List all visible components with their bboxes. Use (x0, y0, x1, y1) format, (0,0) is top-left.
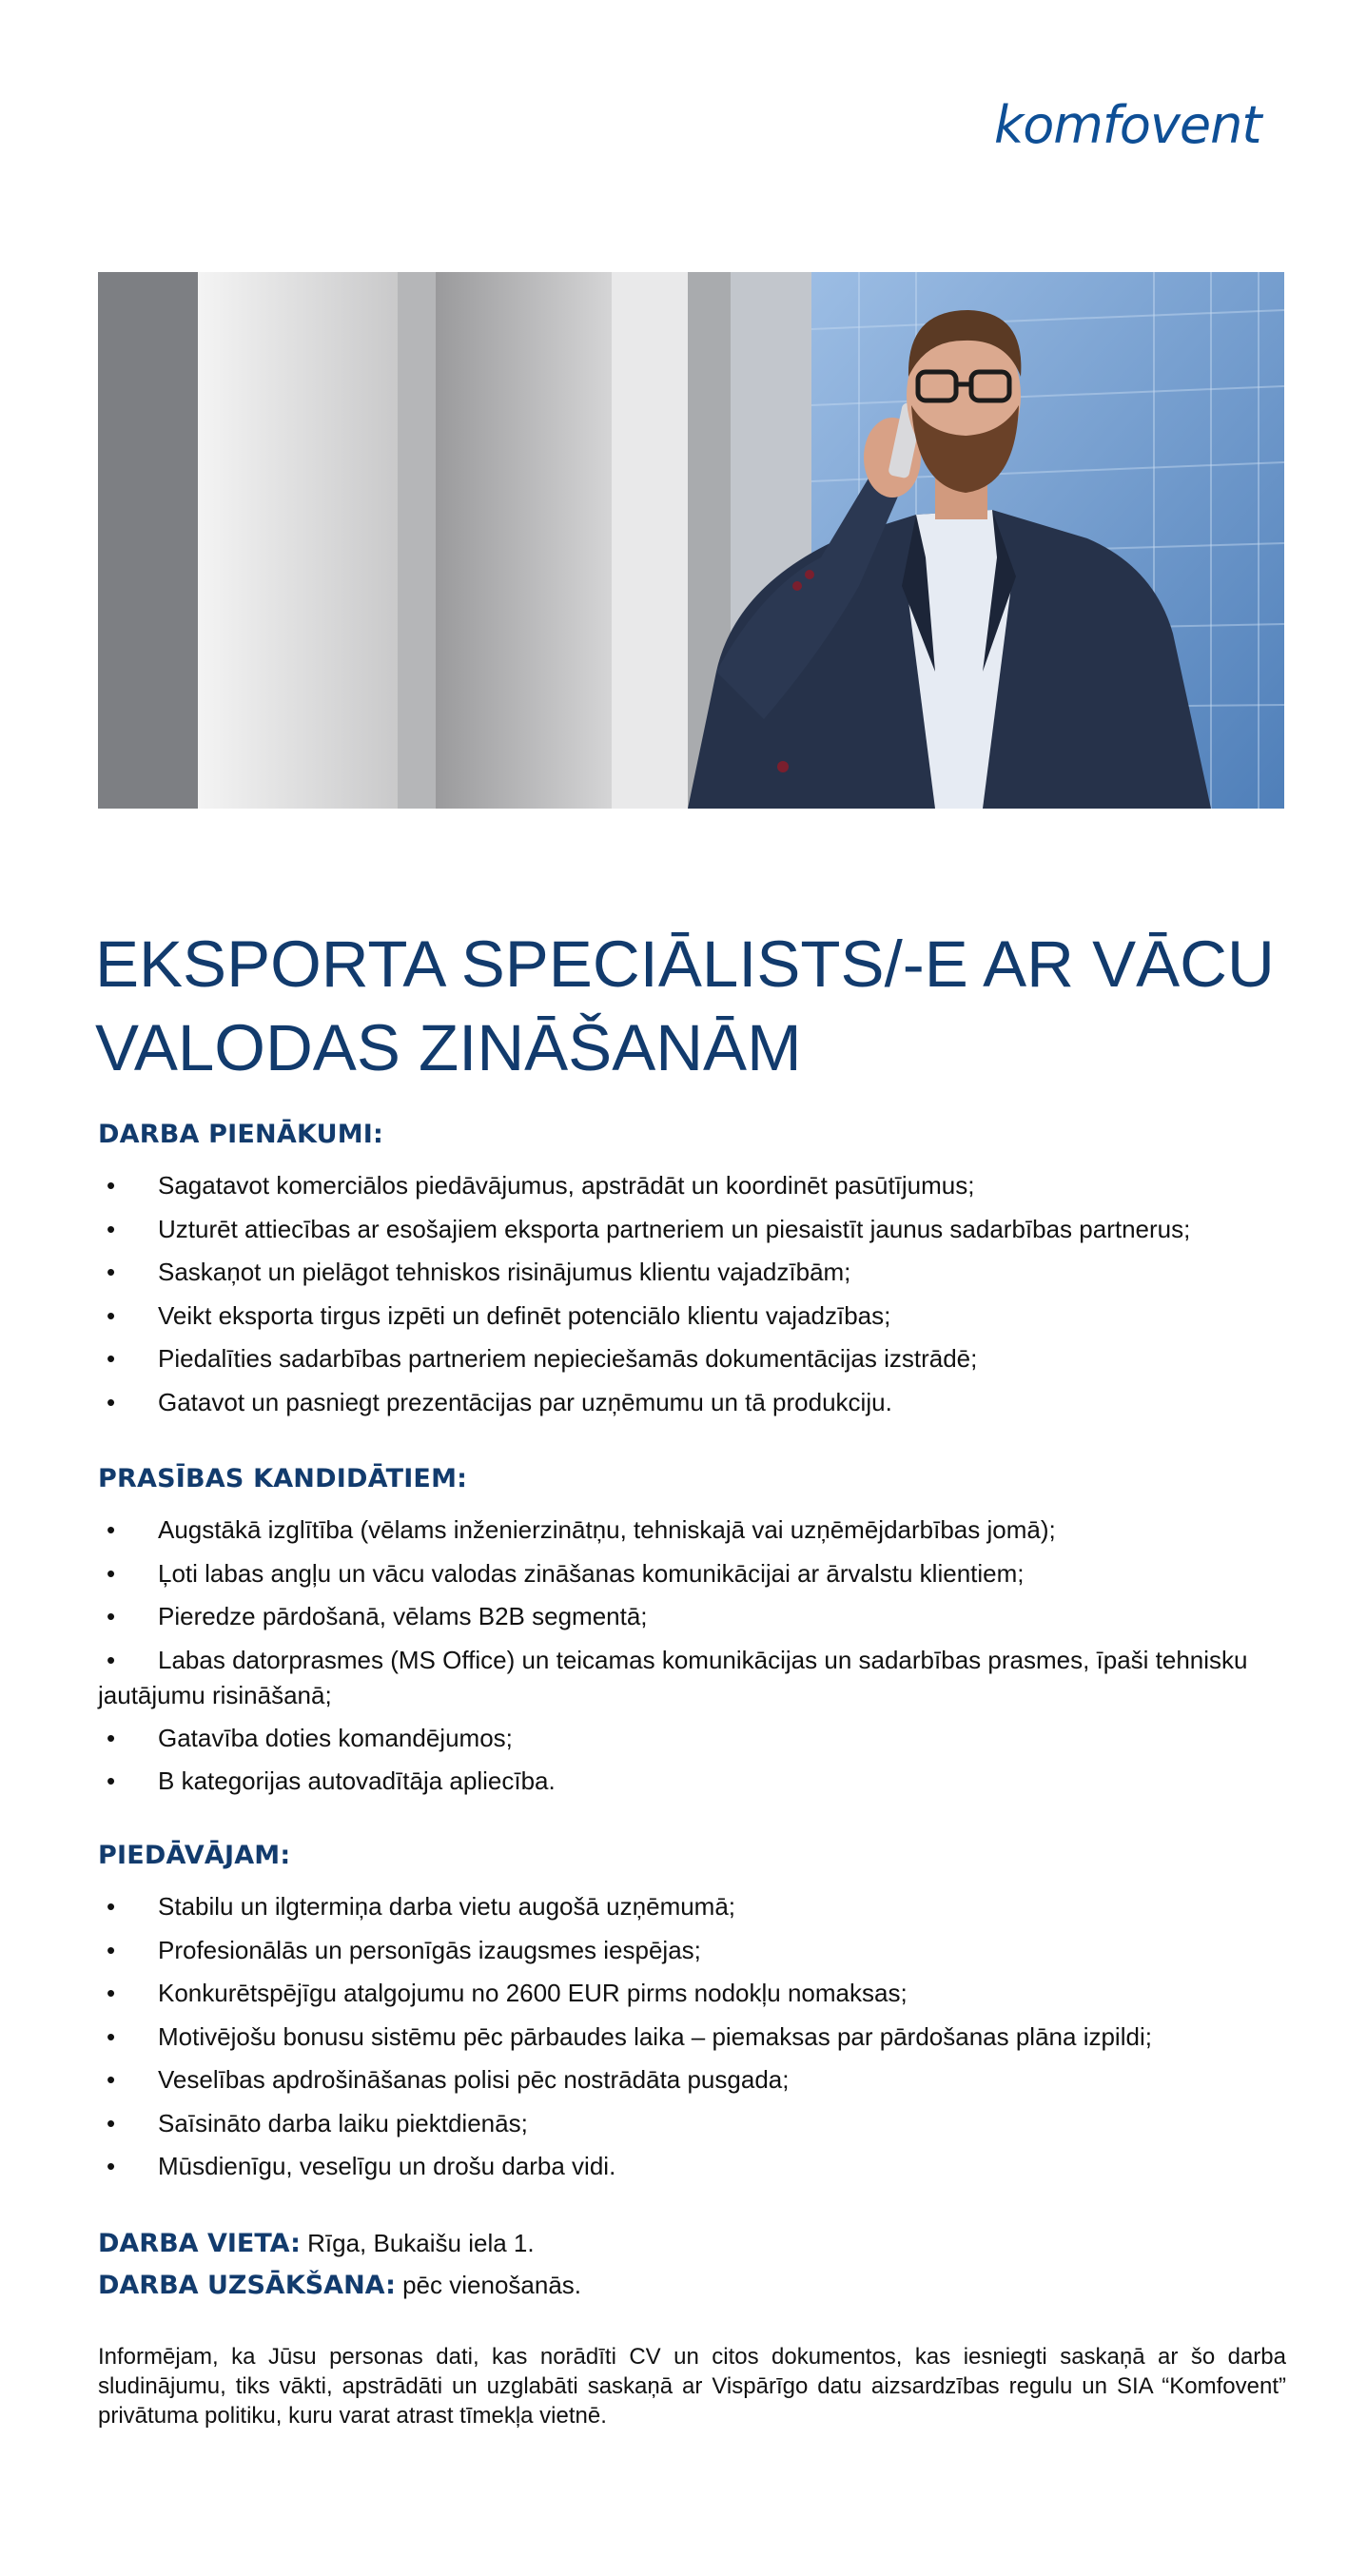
work-start-label: DARBA UZSĀKŠANA: (98, 2271, 396, 2300)
list-item-text: B kategorijas autovadītāja apliecība. (158, 1766, 556, 1795)
list-item-text: Augstākā izglītība (vēlams inženierzinātņu, tehniskajā vai uzņēmējdarbības jomā); (158, 1515, 1056, 1544)
bullet: • (107, 1979, 116, 2007)
bullet: • (107, 1300, 116, 1330)
list-item (98, 1595, 1287, 1639)
list-item-text: Labas datorprasmes (MS Office) un teicamas komunikācijas un sadarbības prasmes, īpaši tehnisku jautājumu risināšanā; (98, 1645, 1248, 1709)
bullet: • (107, 1214, 116, 1243)
list-item-text: Veikt eksporta tirgus izpēti un definēt potenciālo klientu vajadzības; (158, 1300, 891, 1330)
list-item-text: Veselības apdrošināšanas polisi pēc nostrādāta pusgada; (158, 2065, 790, 2094)
offer-heading: PIEDĀVĀJAM: (98, 1841, 291, 1870)
bullet: • (107, 1558, 116, 1588)
offer-list (98, 1885, 1287, 2189)
hero-photo (98, 272, 1284, 809)
requirements-section (98, 1464, 1287, 1804)
list-item (98, 2016, 1287, 2059)
requirements-heading: PRASĪBAS KANDIDĀTIEM: (98, 1464, 468, 1493)
list-item-text: Sagatavot komerciālos piedāvājumus, apstrādāt un koordinēt pasūtījumus; (158, 1171, 975, 1200)
list-item (98, 1760, 1287, 1804)
title-line-1: EKSPORTA SPECIĀLISTS/-E AR VĀCU (95, 927, 1275, 1001)
list-item (98, 1208, 1287, 1252)
list-item-text: Profesionālās un personīgās izaugsmes iespējas; (158, 1935, 701, 1964)
work-start (98, 2271, 581, 2300)
bullet: • (107, 1935, 116, 1964)
list-item (98, 1164, 1287, 1208)
bullet: • (107, 2108, 116, 2137)
list-item-text: Piedalīties sadarbības partneriem nepieciešamās dokumentācijas izstrādē; (158, 1344, 978, 1373)
list-item-text: Saīsināto darba laiku piektdienās; (158, 2108, 528, 2137)
list-item (98, 1251, 1287, 1295)
requirements-list (98, 1509, 1287, 1804)
list-item-text: Uzturēt attiecības ar esošajiem eksporta partneriem un piesaistīt jaunus sadarbības partnerus; (158, 1214, 1191, 1243)
work-start-value: pēc vienošanās. (395, 2271, 582, 2299)
duties-list (98, 1164, 1287, 1424)
list-item (98, 1381, 1287, 1425)
list-item-text: Motivējošu bonusu sistēmu pēc pārbaudes laika – piemaksas par pārdošanas plāna izpildi; (158, 2021, 1152, 2051)
offer-section (98, 1841, 1287, 2189)
bullet: • (107, 1171, 116, 1200)
bullet: • (107, 1723, 116, 1752)
bullet: • (107, 1258, 116, 1286)
work-location-value: Rīga, Bukaišu iela 1. (300, 2229, 535, 2257)
list-item-text: Stabilu un ilgtermiņa darba vietu augošā uzņēmumā; (158, 1892, 736, 1921)
duties-section (98, 1120, 1287, 1424)
list-item (98, 1885, 1287, 1929)
list-item (98, 1717, 1287, 1761)
duties-heading: DARBA PIENĀKUMI: (98, 1120, 384, 1149)
bullet: • (107, 1515, 116, 1544)
title-line-2: VALODAS ZINĀŠANĀM (95, 1011, 802, 1084)
work-location (98, 2229, 535, 2258)
list-item (98, 1929, 1287, 1973)
list-item (98, 1972, 1287, 2016)
list-item-text: Saskaņot un pielāgot tehniskos risinājumus klientu vajadzībām; (158, 1258, 851, 1286)
list-item (98, 1337, 1287, 1381)
privacy-notice: Informējam, ka Jūsu personas dati, kas norādīti CV un citos dokumentos, kas iesniegti saskaņā ar šo darba sludinājumu, tiks vākti, apstrādāti un uzglabāti saskaņā ar Vispārīgo datu aizsardzības regulu un SIA “Komfovent” privātuma politiku, kuru varat atrast tīmekļa vietnē. (98, 2344, 1286, 2429)
bullet: • (107, 1387, 116, 1416)
list-item-text: Gatavība doties komandējumos; (158, 1723, 513, 1752)
list-item-text: Konkurētspējīgu atalgojumu no 2600 EUR pirms nodokļu nomaksas; (158, 1979, 908, 2007)
company-logo: komfovent (994, 95, 1261, 155)
list-item (98, 2102, 1287, 2146)
work-location-label: DARBA VIETA: (98, 2229, 301, 2258)
page-title (95, 923, 1294, 1090)
bullet: • (107, 1602, 116, 1630)
bullet: • (107, 2065, 116, 2094)
list-item (98, 1509, 1287, 1552)
list-item (98, 1295, 1287, 1338)
list-item-text: Mūsdienīgu, veselīgu un drošu darba vidi. (158, 2152, 616, 2180)
bullet: • (107, 1766, 116, 1795)
list-item (98, 1639, 1287, 1717)
list-item-text: Ļoti labas angļu un vācu valodas zināšanas komunikācijai ar ārvalstu klientiem; (158, 1558, 1025, 1588)
bullet: • (107, 2152, 116, 2180)
list-item (98, 1552, 1287, 1596)
list-item (98, 2059, 1287, 2102)
list-item-text: Pieredze pārdošanā, vēlams B2B segmentā; (158, 1602, 648, 1630)
bullet: • (107, 1892, 116, 1921)
bullet: • (107, 1344, 116, 1373)
list-item (98, 2145, 1287, 2189)
list-item-text: Gatavot un pasniegt prezentācijas par uzņēmumu un tā produkciju. (158, 1387, 892, 1416)
bullet: • (107, 2021, 116, 2051)
bullet: • (107, 1645, 116, 1674)
